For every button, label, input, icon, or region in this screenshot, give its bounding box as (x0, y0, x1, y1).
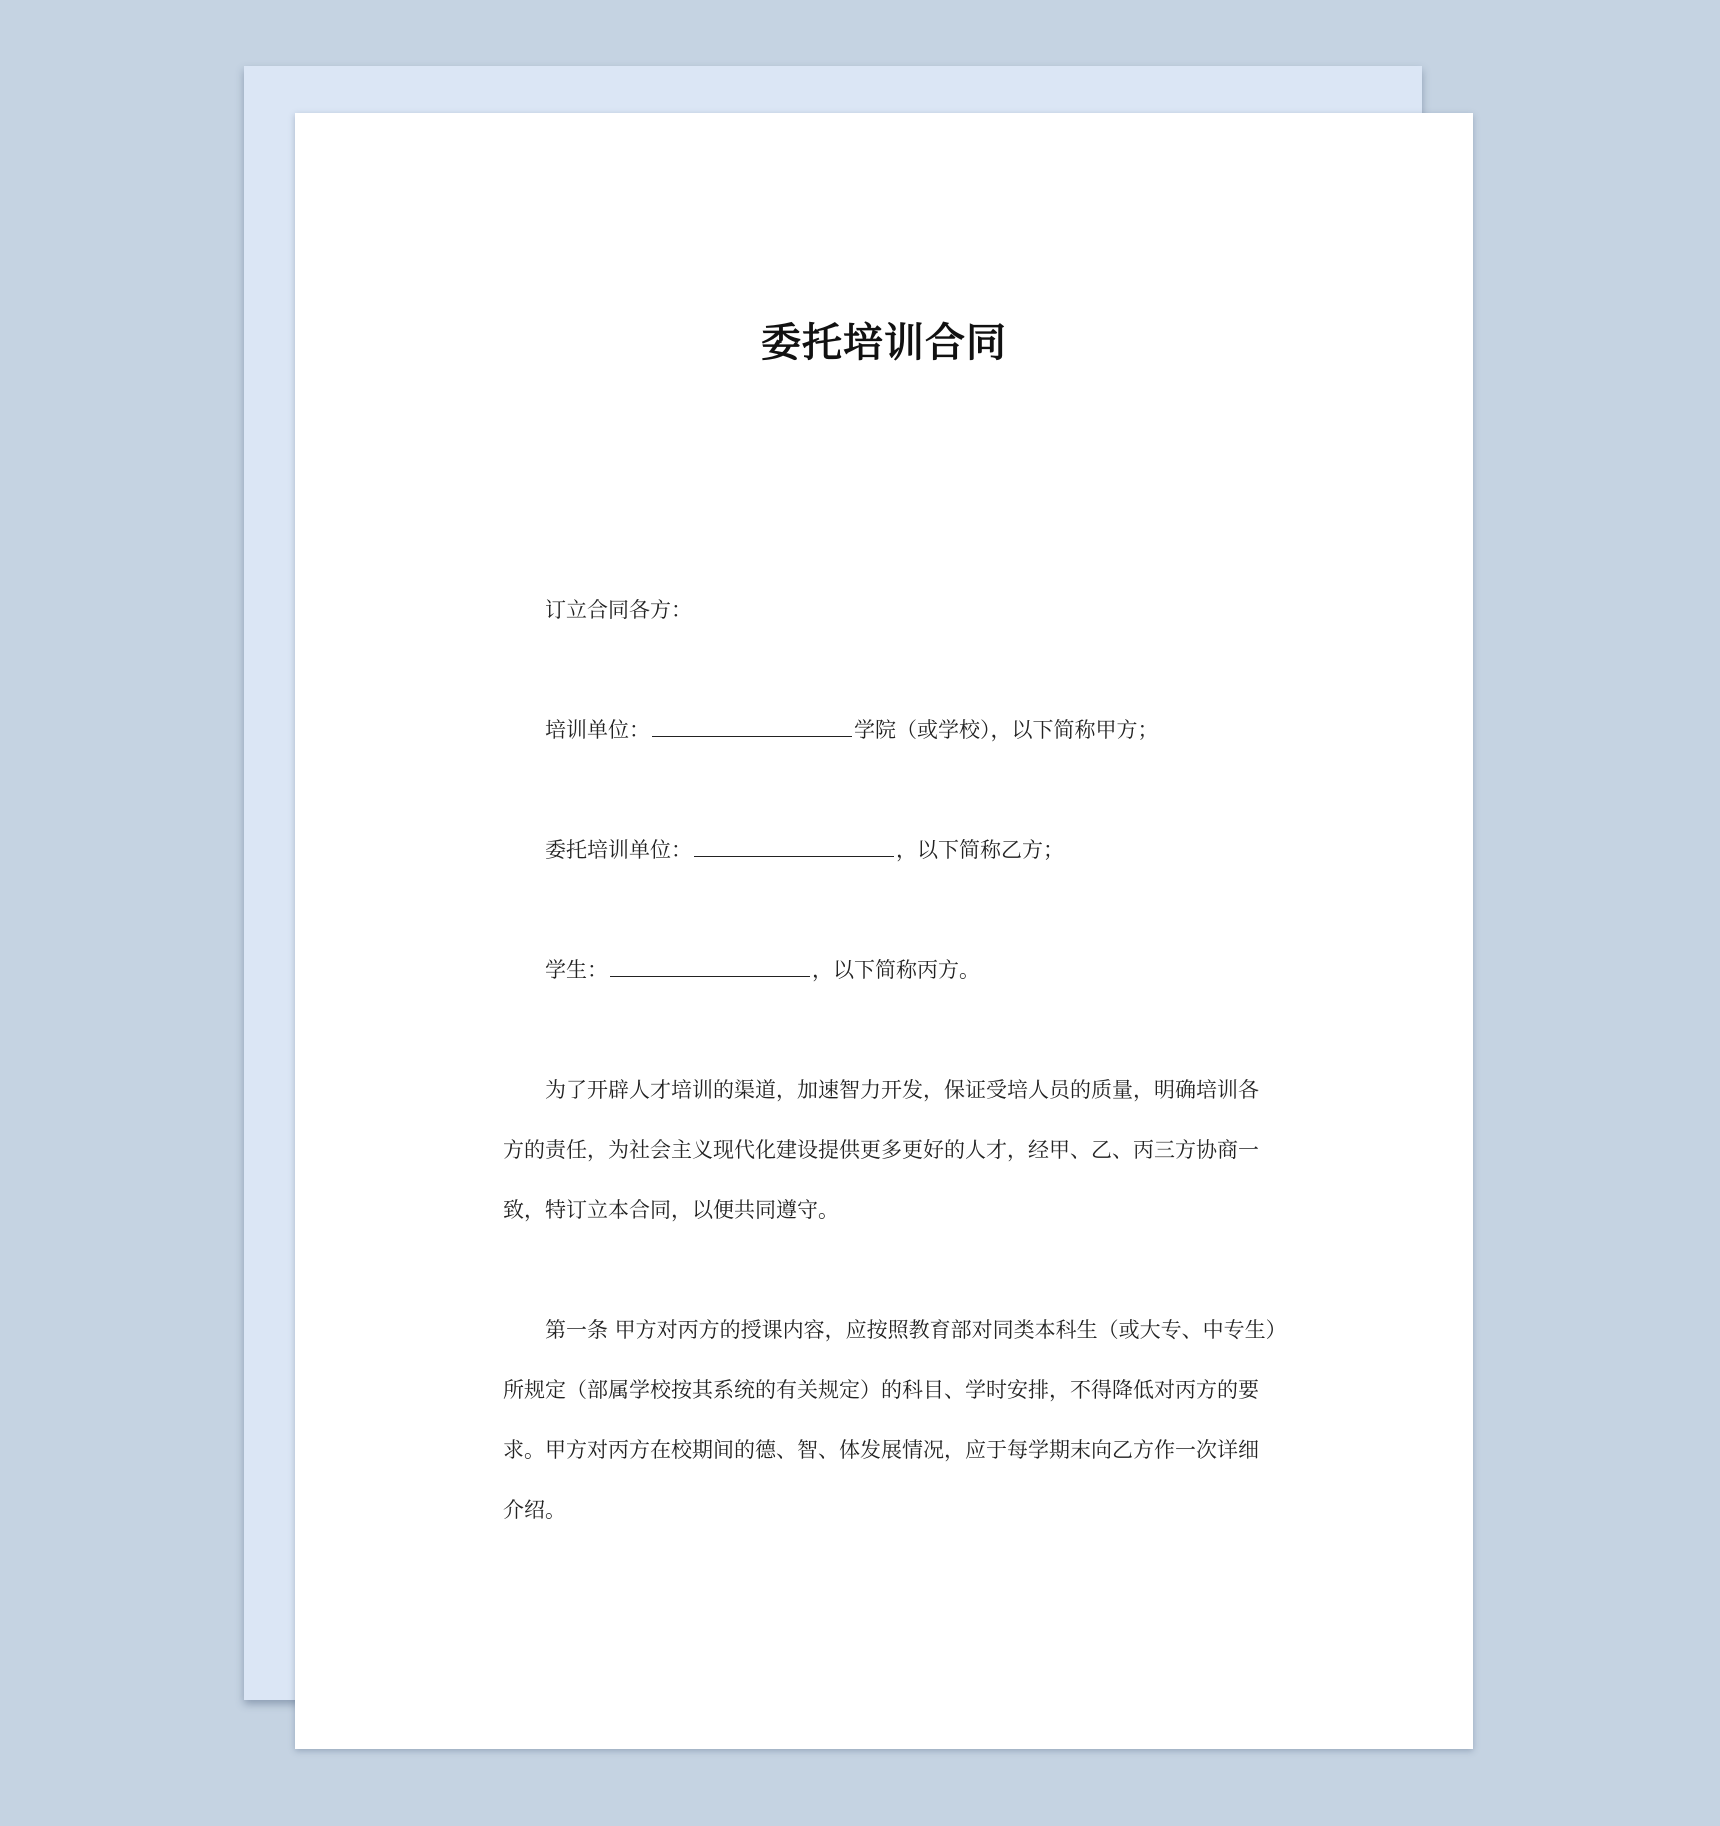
preamble-line-3: 致，特订立本合同，以便共同遵守。 (503, 1198, 839, 1222)
party-c-line (503, 956, 1345, 984)
party-a-suffix: 学院（或学校），以下简称甲方； (854, 718, 1159, 742)
article1-line-2: 所规定（部属学校按其系统的有关规定）的科目、学时安排，不得降低对丙方的要 (503, 1378, 1259, 1402)
article1-line-1: 第一条 甲方对丙方的授课内容，应按照教育部对同类本科生（或大专、中专生） (545, 1318, 1287, 1342)
party-b-suffix: ，以下简称乙方； (896, 838, 1064, 862)
party-b-blank (694, 836, 894, 857)
party-c-blank (610, 956, 810, 977)
preamble-line-1: 为了开辟人才培训的渠道，加速智力开发，保证受培人员的质量，明确培训各 (545, 1078, 1259, 1102)
document-title: 委托培训合同 (761, 320, 1007, 366)
preamble-line-2: 方的责任，为社会主义现代化建设提供更多更好的人才，经甲、乙、丙三方协商一 (503, 1138, 1259, 1162)
party-b-line (503, 836, 1345, 864)
article1-line-4: 介绍。 (503, 1498, 566, 1522)
party-a-blank (652, 716, 852, 737)
party-a-label: 培训单位： (545, 718, 650, 742)
party-a-line (503, 716, 1345, 744)
party-c-label: 学生： (545, 958, 608, 982)
document-body (503, 113, 1303, 1749)
document-page (295, 113, 1473, 1749)
article1-line-3: 求。甲方对丙方在校期间的德、智、体发展情况，应于每学期末向乙方作一次详细 (503, 1438, 1259, 1462)
party-c-suffix: ，以下简称丙方。 (812, 958, 980, 982)
party-b-label: 委托培训单位： (545, 838, 692, 862)
parties-heading: 订立合同各方： (545, 598, 692, 622)
